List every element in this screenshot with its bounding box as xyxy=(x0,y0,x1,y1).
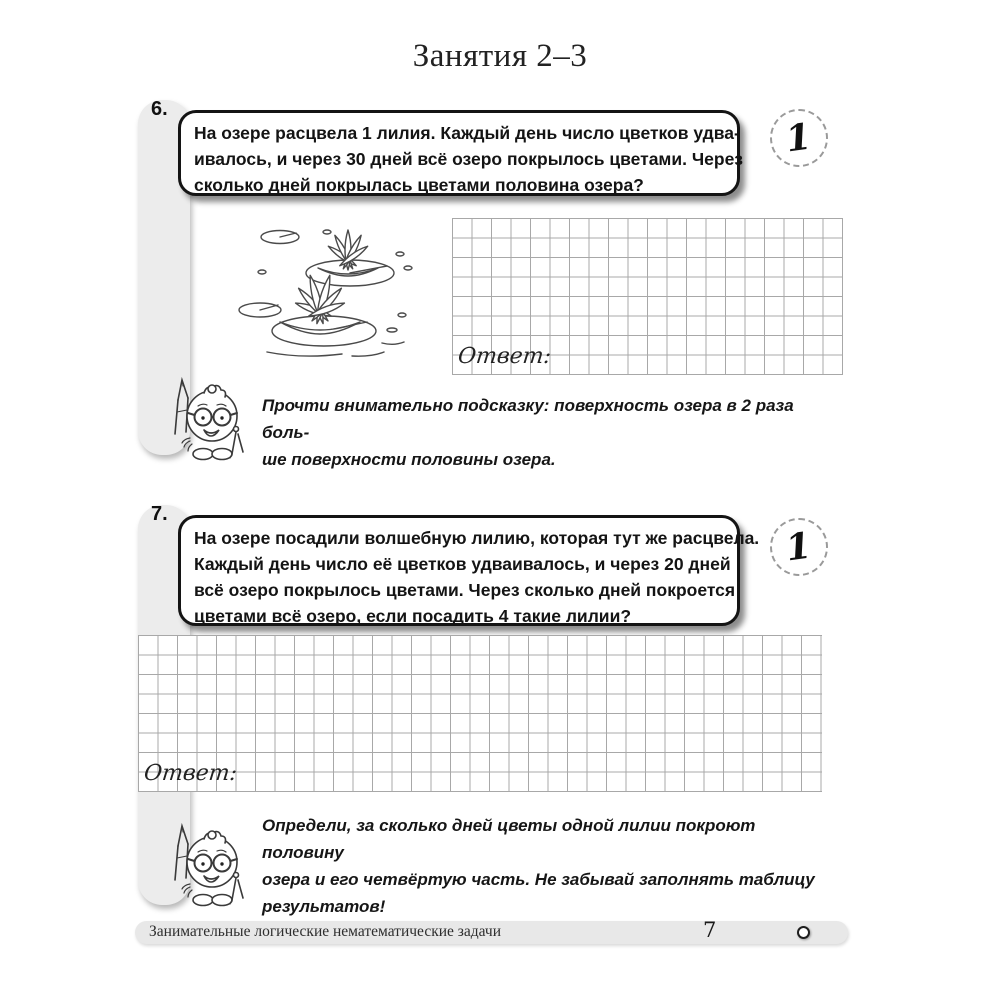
task6-bubble-line: На озере расцвела 1 лилия. Каждый день число цветков удва- xyxy=(194,123,740,143)
task7-points-badge xyxy=(770,518,828,576)
task6-points-value: 1 xyxy=(783,115,815,161)
task7-number: 7. xyxy=(151,503,168,525)
target-dot-icon xyxy=(797,926,810,939)
task7-bubble-line: всё озеро покрылось цветами. Через сколько дней покроется xyxy=(194,580,736,600)
task7-bubble-line: цветами всё озеро, если посадить 4 такие лилии? xyxy=(194,606,632,626)
footer-bar xyxy=(135,918,848,944)
task7-bubble-line: Каждый день число её цветков удваивалось, и через 20 дней xyxy=(194,554,731,574)
mascot-gnome-icon xyxy=(148,372,258,467)
task6-bubble-line: ивалось, и через 30 дней всё озеро покрылось цветами. Через xyxy=(194,149,744,169)
task6-hint-line: Прочти внимательно подсказку: поверхность озера в 2 раза боль- xyxy=(262,396,794,442)
task7-hint-line: результатов! xyxy=(262,897,386,916)
task7-answer-label: Ответ: xyxy=(142,761,239,786)
task6-bubble xyxy=(178,110,744,196)
footer-page-number: 7 xyxy=(703,918,717,942)
task7-answer-grid xyxy=(138,635,822,792)
task6-hint xyxy=(262,392,837,473)
task7-points-value: 1 xyxy=(783,524,815,570)
task6-points-badge xyxy=(770,109,828,167)
water-lilies-icon xyxy=(232,210,422,370)
task7-bubble xyxy=(178,515,760,626)
mascot-gnome-icon xyxy=(148,818,258,913)
footer-series-title: Занимательные логические нематематические задачи xyxy=(149,923,502,940)
task7-bubble-line: На озере посадили волшебную лилию, которая тут же расцвела. xyxy=(194,528,760,548)
task6-answer-label: Ответ: xyxy=(456,344,553,369)
task6-hint-line: ше поверхности половины озера. xyxy=(262,450,556,469)
task6-number: 6. xyxy=(151,98,168,120)
task7-hint xyxy=(262,812,837,920)
page-title: Занятия 2–3 xyxy=(412,38,588,74)
task7-hint-line: Определи, за сколько дней цветы одной лилии покроют половину xyxy=(262,816,756,862)
task7-hint-line: озера и его четвёртую часть. Не забывай заполнять таблицу xyxy=(262,870,815,889)
task6-bubble-line: сколько дней покрылась цветами половина озера? xyxy=(194,175,644,195)
